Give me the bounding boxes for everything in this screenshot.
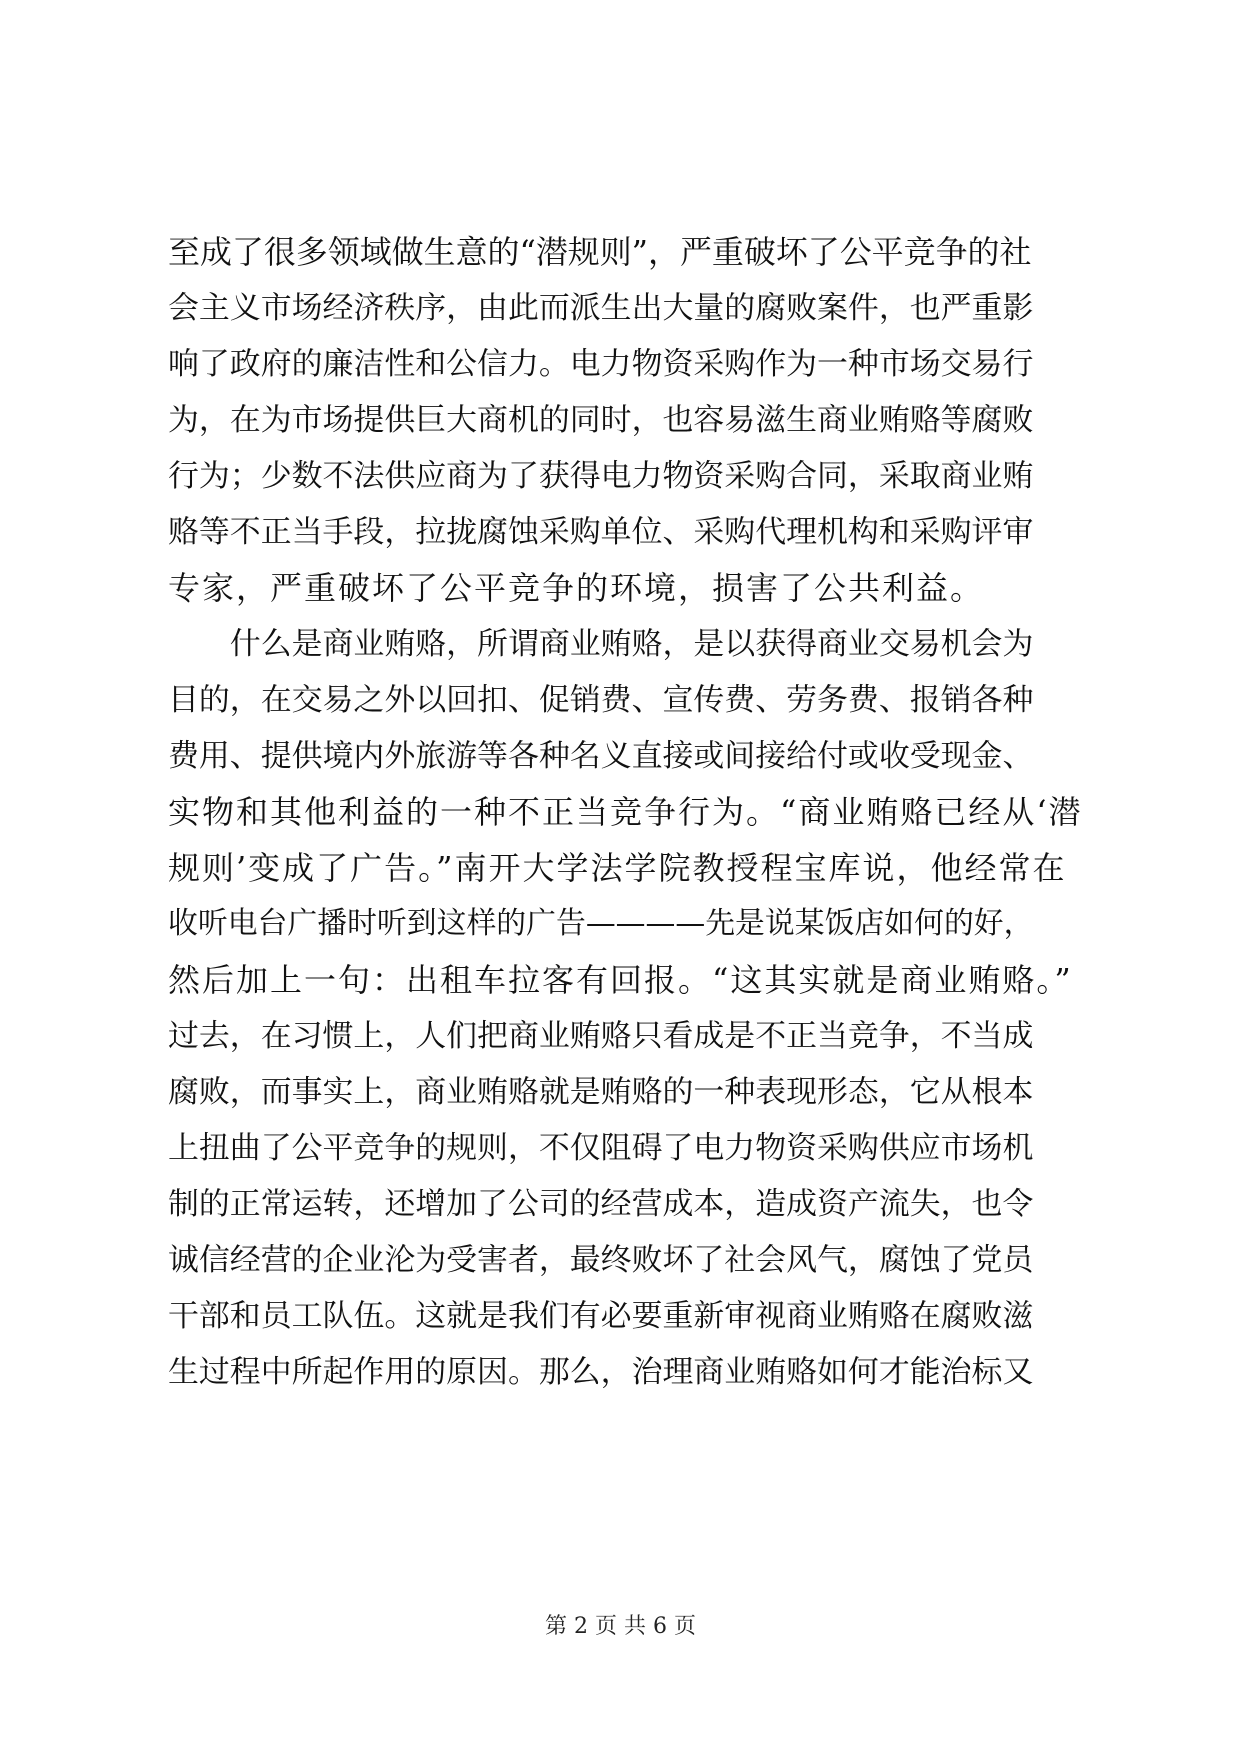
text-line: 行为；少数不法供应商为了获得电力物资采购合同，采取商业贿: [168, 458, 1034, 494]
text-line: 过去，在习惯上，人们把商业贿赂只看成是不正当竞争，不当成: [168, 1018, 1034, 1054]
text-line: 专家，严重破坏了公平竞争的环境，损害了公共利益。: [168, 569, 985, 607]
text-line: 上扭曲了公平竞争的规则，不仅阻碍了电力物资采购供应市场机: [168, 1130, 1034, 1166]
text-line: 规则’变成了广告。”南开大学法学院教授程宝库说，他经常在: [168, 849, 1067, 887]
text-line: 诚信经营的企业沦为受害者，最终败坏了社会风气，腐蚀了党员: [168, 1242, 1034, 1278]
text-line: 收听电台广播时听到这样的广告————先是说某饭店如何的好，: [168, 906, 1034, 941]
text-line: 生过程中所起作用的原因。那么，治理商业贿赂如何才能治标又: [168, 1354, 1034, 1390]
text-line: 费用、提供境内外旅游等各种名义直接或间接给付或收受现金、: [168, 738, 1034, 774]
text-line: 然后加上一句：出租车拉客有回报。“这其实就是商业贿赂。”: [168, 961, 1073, 999]
text-line: 什么是商业贿赂，所谓商业贿赂，是以获得商业交易机会为: [168, 626, 1034, 662]
page-footer: 第 2 页 共 6 页: [545, 1614, 696, 1639]
text-line: 为，在为市场提供巨大商机的同时，也容易滋生商业贿赂等腐败: [168, 402, 1034, 438]
text-line: 制的正常运转，还增加了公司的经营成本，造成资产流失，也令: [168, 1186, 1034, 1222]
text-line: 至成了很多领域做生意的“潜规则”，严重破坏了公平竞争的社: [168, 233, 1032, 271]
text-line: 会主义市场经济秩序，由此而派生出大量的腐败案件，也严重影: [168, 290, 1034, 326]
text-line: 目的，在交易之外以回扣、促销费、宣传费、劳务费、报销各种: [168, 682, 1034, 718]
text-line: 腐败，而事实上，商业贿赂就是贿赂的一种表现形态，它从根本: [168, 1074, 1034, 1110]
text-line: 赂等不正当手段，拉拢腐蚀采购单位、采购代理机构和采购评审: [168, 514, 1034, 550]
text-line: 实物和其他利益的一种不正当竞争行为。“商业贿赂已经从‘潜: [168, 793, 1083, 831]
text-line: 响了政府的廉洁性和公信力。电力物资采购作为一种市场交易行: [168, 346, 1034, 382]
text-line: 干部和员工队伍。这就是我们有必要重新审视商业贿赂在腐败滋: [168, 1298, 1034, 1334]
